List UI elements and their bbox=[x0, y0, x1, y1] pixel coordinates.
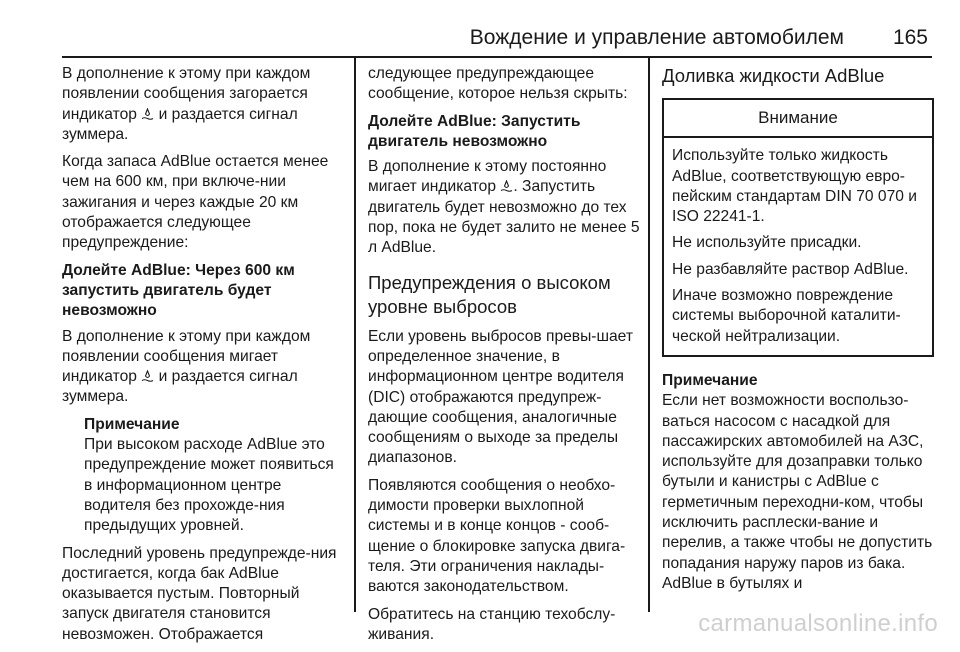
adblue-warning-icon bbox=[141, 370, 154, 382]
caution-text: Не разбавляйте раствор AdBlue. bbox=[672, 260, 909, 278]
page-number: 165 bbox=[892, 26, 928, 49]
text: В дополнение к этому постоянно мигает индикатор bbox=[368, 158, 607, 196]
caution-text: Иначе возможно повреждение системы выборочной каталити-ческой нейтрализации. bbox=[672, 287, 901, 345]
text: В дополнение к этому при каждом появлении сообщения мигает индикатор bbox=[62, 327, 311, 386]
paragraph: Последний уровень предупрежде-ния достигается, когда бак AdBlue оказывается пустым. Повторный запуск двигателя становится невозможен. Отображается bbox=[62, 544, 337, 643]
page-header bbox=[62, 0, 932, 56]
caution-text: Используйте только жидкость AdBlue, соответствующую евро-пейским стандартам DIN 70 070 и ISO 22241-1. bbox=[672, 147, 917, 226]
paragraph: Когда запаса AdBlue остается менее чем на 600 км, при включе-нии зажигания и через каждые 20 км отображается следующее предупреждение: bbox=[62, 153, 329, 252]
note bbox=[62, 415, 344, 537]
column-divider-1 bbox=[354, 58, 356, 612]
header-rule bbox=[62, 56, 932, 58]
section-heading: Доливка жидкости AdBlue bbox=[662, 65, 885, 86]
column-3 bbox=[662, 64, 934, 594]
column-1 bbox=[62, 64, 344, 652]
note-label: Примечание bbox=[84, 415, 180, 433]
warning-message: Долейте AdBlue: Запустить двигатель невозможно bbox=[368, 112, 581, 150]
paragraph: Появляются сообщения о необхо-димости проверки выхлопной системы и в конце концов - сооб-щение о блокировке запуска двига-теля. Эти ограничения наклады-ваются законодательством. bbox=[368, 476, 626, 596]
paragraph bbox=[62, 327, 344, 408]
note-text: Если нет возможности воспользо-ваться насосом с насадкой для пассажирских автомобилей на АЗС, используйте для дозаправки только бутыли и канистры с AdBlue с герметичным переходни-ком, чтобы исключить расплески-вание и перелив, а также чтобы не допустить попадания наружу паров из бака. AdBlue в бутылях и bbox=[662, 392, 933, 592]
text: и раздается сигнал зуммера. bbox=[62, 368, 298, 406]
text: и раздается сигнал зуммера. bbox=[62, 105, 298, 143]
note-text: При высоком расходе AdBlue это предупреждение может появиться в информационном центре водителя без прохожде-ния предыдущих уровней. bbox=[84, 436, 334, 535]
paragraph: следующее предупреждающее сообщение, которое нельзя скрыть: bbox=[368, 65, 628, 103]
adblue-warning-icon bbox=[141, 108, 154, 120]
paragraph bbox=[368, 157, 640, 258]
caution-body bbox=[664, 138, 932, 355]
column-divider-2 bbox=[648, 58, 650, 612]
caution-box bbox=[662, 98, 934, 357]
caution-title: Внимание bbox=[664, 100, 932, 138]
paragraph bbox=[62, 64, 344, 145]
text: В дополнение к этому при каждом появлении сообщения загорается индикатор bbox=[62, 65, 311, 123]
warning-message: Долейте AdBlue: Через 600 км запустить двигатель будет невозможно bbox=[62, 261, 295, 320]
text: . Запустить двигатель будет невозможно до тех пор, пока не будет залито не менее 5 л AdBlue. bbox=[368, 178, 640, 257]
column-2 bbox=[368, 64, 640, 652]
paragraph: Обратитесь на станцию техобслу-живания. bbox=[368, 605, 616, 643]
watermark: carmanualsonline.info bbox=[698, 610, 938, 637]
note-label: Примечание bbox=[662, 371, 758, 389]
adblue-warning-icon bbox=[500, 180, 513, 192]
section-heading: Предупреждения о высоком уровне выбросов bbox=[368, 271, 611, 317]
note bbox=[662, 371, 934, 594]
page-title: Вождение и управление автомобилем bbox=[469, 26, 844, 49]
caution-text: Не используйте присадки. bbox=[672, 234, 862, 252]
paragraph: Если уровень выбросов превы-шает определенное значение, в информационном центре водителя (DIC) отображаются предупреж-дающие сообщения, аналогичные сообщениям о выходе за пределы диапазонов. bbox=[368, 327, 633, 467]
